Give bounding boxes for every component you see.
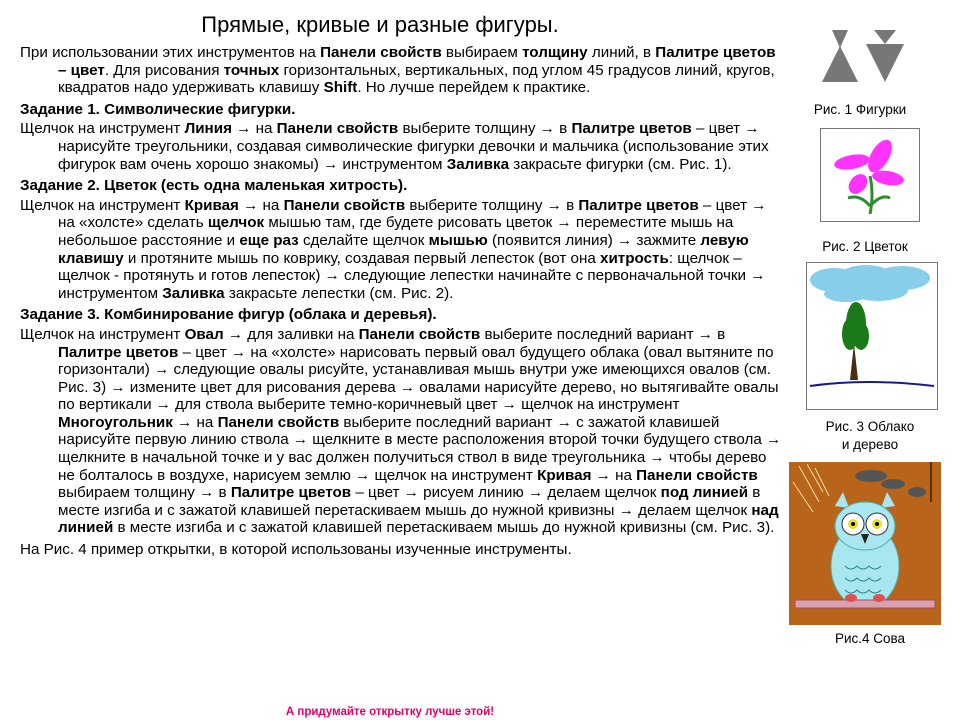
bold-term: Заливка xyxy=(162,284,225,302)
text-run: закрасьте лепестки (см. Рис. 2). xyxy=(224,284,454,302)
bold-term: Многоугольник xyxy=(58,413,173,431)
bold-term: Панели свойств xyxy=(636,466,758,484)
bold-term: Линия xyxy=(184,120,232,138)
boy-bottom-triangle xyxy=(866,44,904,82)
bold-term: Палитре цветов – цвет xyxy=(58,44,776,79)
text-run: (появится линия) → зажмите xyxy=(487,231,701,249)
bold-term: Кривая xyxy=(184,196,239,214)
bold-term: над линией xyxy=(58,501,779,537)
bold-term: Палитре цветов xyxy=(571,120,692,138)
bold-term: Овал xyxy=(184,325,224,343)
caption-figure-1: Рис. 1 Фигурки xyxy=(813,102,907,117)
bold-term: Палитре цветов xyxy=(58,343,179,361)
figure-3-cloud-tree xyxy=(806,262,938,410)
boy-top-triangle xyxy=(874,30,896,44)
bold-term: Панели свойств xyxy=(320,44,442,61)
text-run: – цвет → рисуем линию → делаем щелчок xyxy=(351,484,661,502)
text-run: мышью там, где будете рисовать цветок → переместите мышь на небольшое расстояние и xyxy=(58,214,734,249)
task2-heading: Задание 2. Цветок (есть одна маленькая хитрость). xyxy=(20,177,408,195)
text-run: выберите толщину → в xyxy=(405,196,579,214)
bold-term: толщину xyxy=(522,44,588,61)
text-run: – цвет → нарисуйте треугольники, создавая символические фигурки девочки и мальчика (использование этих фигурок вам очень хорошо знакомы) → инструментом xyxy=(58,120,769,173)
bold-term: левую клавишу xyxy=(58,231,749,267)
text-run: горизонтальных, вертикальных, под углом 45 градусов линий, кругов, квадратов надо удерживать клавишу xyxy=(58,61,775,97)
caption-figure-3a: Рис. 3 Облако xyxy=(825,419,915,434)
text-run: – цвет → на «холсте» нарисовать первый овал будущего облака (овал вытяните по горизонтали) → следующие овалы рисуйте, устанавливая мышь внутри уже имеющихся овалов (см. Рис. 3) → измените цвет для рисования дерева → овалами нарисуйте дерево, но вытягивайте овалы по вертикали → для ствола выберите темно-коричневый цвет → щелчок на инструмент xyxy=(58,343,779,414)
text-run: → для заливки на xyxy=(223,325,359,343)
text-run: → на xyxy=(238,196,284,214)
text-run: выберите толщину → в xyxy=(398,120,572,138)
bold-term: Кривая xyxy=(537,466,592,484)
text-run: выбираем толщину → в xyxy=(58,484,231,502)
intro-paragraph xyxy=(20,44,782,97)
branch xyxy=(795,600,935,608)
bold-term: мышью xyxy=(428,231,488,249)
girl-top-triangle xyxy=(832,30,848,48)
bold-term: Панели свойств xyxy=(283,196,406,214)
text-run: При использовании этих инструментов на xyxy=(20,44,321,61)
bold-term: Палитре цветов xyxy=(230,484,352,502)
bold-term: хитрость xyxy=(600,249,669,267)
bold-term: под линией xyxy=(660,484,749,502)
bold-term: Палитре цветов xyxy=(578,196,699,214)
text-run: в месте изгиба и с зажатой клавишей перетаскиваем мышь до нужной кривизны (см. Рис. 3). xyxy=(113,519,775,537)
bold-term: Shift xyxy=(323,79,358,97)
bold-term: щелчок xyxy=(207,214,265,232)
text-run: → на xyxy=(172,413,218,431)
text-run: . Для рисования xyxy=(104,61,224,79)
figure-1-shapes xyxy=(820,28,910,84)
text-run: выбираем xyxy=(441,44,523,61)
task1-paragraph xyxy=(20,120,782,173)
text-run: → на xyxy=(231,120,277,138)
text-run: в месте изгиба и с зажатой клавишей перетаскиваем мышь до нужной кривизны → делаем щелчок xyxy=(58,484,761,519)
task1-heading: Задание 1. Символические фигурки. xyxy=(20,100,296,118)
task3-paragraph xyxy=(20,326,782,537)
text-run: – цвет → на «холсте» сделать xyxy=(58,196,767,232)
caption-figure-3b: и дерево xyxy=(841,437,899,452)
bold-term: точных xyxy=(223,61,280,79)
text-run: . Но лучше перейдем к практике. xyxy=(357,79,591,97)
footer-note: А придумайте открытку лучше этой! xyxy=(285,706,495,718)
task3-heading: Задание 3. Комбинирование фигур (облака и деревья). xyxy=(20,306,437,324)
bold-term: Панели свойств xyxy=(358,325,481,343)
page-title: Прямые, кривые и разные фигуры. xyxy=(201,12,559,37)
text-run: линий, в xyxy=(587,44,656,61)
text-run: Щелчок на инструмент xyxy=(20,120,185,138)
caption-figure-4: Рис.4 Сова xyxy=(834,631,906,646)
bold-term: еще раз xyxy=(239,231,299,249)
text-run: выберите последний вариант → в xyxy=(480,325,726,343)
bold-term: Панели свойств xyxy=(217,413,340,431)
text-run: → на xyxy=(591,466,637,484)
figure-2-flower xyxy=(820,128,920,222)
text-run: : щелчок – щелчок - протянуть и готов лепесток) → следующие лепестки начинайте с первоначальной точки → инструментом xyxy=(58,249,766,302)
text-run: Щелчок на инструмент xyxy=(20,325,185,343)
text-run: и протяните мышь по коврику, создавая первый лепесток (вот она xyxy=(123,249,601,267)
bold-term: Панели свойств xyxy=(276,120,399,138)
girl-bottom-triangle xyxy=(822,46,858,82)
figure-4-owl xyxy=(789,462,941,625)
text-run: Щелчок на инструмент xyxy=(20,196,185,214)
main-text xyxy=(20,44,782,559)
text-run: закрасьте фигурки (см. Рис. 1). xyxy=(509,155,732,173)
bold-term: Заливка xyxy=(446,155,510,173)
task2-paragraph xyxy=(20,197,782,303)
text-run: сделайте щелчок xyxy=(298,231,429,249)
caption-figure-2: Рис. 2 Цветок xyxy=(822,239,908,254)
text-run: выберите последний вариант → с зажатой клавишей нарисуйте первую линию ствола → щелкните в месте расположения второй точки будущего ствола → щелкните в начальной точке и у вас должен получиться ствол в виде треугольника → чтобы дерево не болталось в воздухе, нарисуем землю → щелчок на инструмент xyxy=(58,413,782,484)
closing-paragraph: На Рис. 4 пример открытки, в которой использованы изученные инструменты. xyxy=(20,541,572,559)
